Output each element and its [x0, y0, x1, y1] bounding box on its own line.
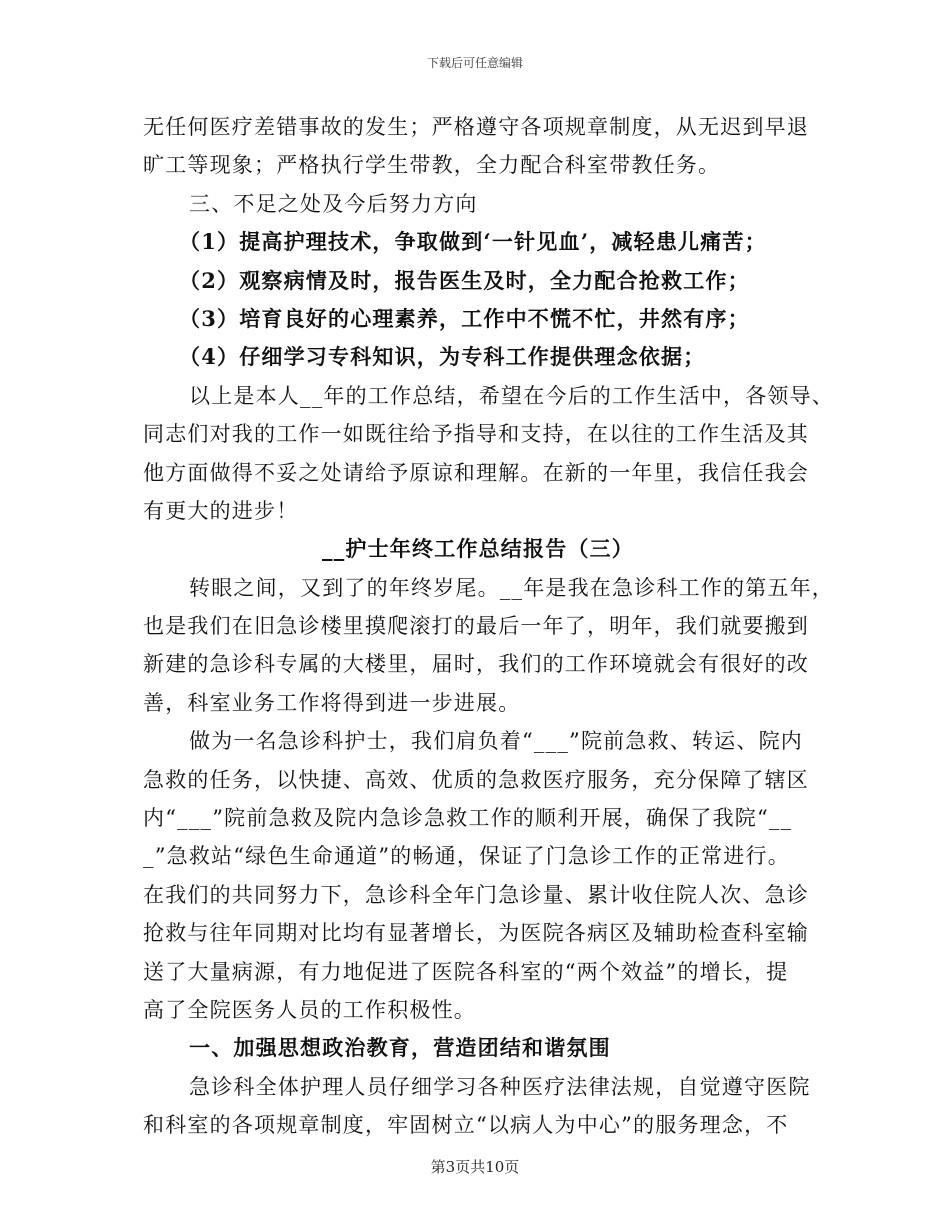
paragraph-line: 同志们对我的工作一如既往给予指导和支持，在以往的工作生活及其 [143, 422, 809, 447]
paragraph-line: 送了大量病源，有力地促进了医院各科室的“两个效益”的增长，提 [143, 959, 789, 984]
paragraph-line: 内“___”院前急救及院内急诊急救工作的顺利开展，确保了我院“__ [143, 806, 793, 831]
paragraph-line: 抢救与往年同期对比均有显著增长，为医院各病区及辅助检查科室输 [143, 921, 809, 946]
bold-paragraph-line: 一、加强思想政治教育，营造团结和谐氛围 [189, 1035, 611, 1061]
paragraph-line: _”急救站“绿色生命通道”的畅通，保证了门急诊工作的正常进行。 [143, 844, 790, 869]
paragraph-line: 和科室的各项规章制度，牢固树立“以病人为中心”的服务理念，不 [143, 1113, 789, 1138]
paragraph-line: 在我们的共同努力下，急诊科全年门急诊量、累计收住院人次、急诊 [143, 882, 809, 907]
paragraph-line: 他方面做得不妥之处请给予原谅和理解。在新的一年里，我信任我会 [143, 460, 809, 485]
document-body [143, 108, 834, 1145]
paragraph-line: 善，科室业务工作将得到进一步进展。 [143, 690, 521, 715]
paragraph-line: 无任何医疗差错事故的发生；严格遵守各项规章制度，从无迟到早退 [143, 115, 809, 139]
paragraph-line: 旷工等现象；严格执行学生带教，全力配合科室带教任务。 [143, 153, 721, 178]
paragraph-line: 高了全院医务人员的工作积极性。 [143, 997, 476, 1022]
page-footer-number: 第3页共10页 [430, 1158, 520, 1176]
paragraph-line: 也是我们在旧急诊楼里摸爬滚打的最后一年了，明年，我们就要搬到 [143, 614, 809, 639]
paragraph-line: 新建的急诊科专属的大楼里，届时，我们的工作环境就会有很好的改 [143, 652, 809, 677]
bold-paragraph-line: （4）仔细学习专科知识，为专科工作提供理念依据； [179, 344, 706, 370]
bold-paragraph-line: （2）观察病情及时，报告医生及时，全力配合抢救工作； [179, 267, 750, 293]
page-header-note: 下载后可任意编辑 [426, 56, 523, 70]
bold-paragraph-line: （1）提高护理技术，争取做到‘一针见血’，减轻患儿痛苦； [179, 229, 767, 255]
paragraph-line: 以上是本人__年的工作总结，希望在今后的工作生活中，各领导、 [189, 383, 834, 408]
paragraph-line: 急诊科全体护理人员仔细学习各种医疗法律法规，自觉遵守医院 [189, 1074, 811, 1099]
paragraph-line: 有更大的进步！ [143, 498, 299, 523]
section-title: __护士年终工作总结报告（三） [322, 536, 634, 562]
paragraph-line: 转眼之间，又到了的年终岁尾。__年是我在急诊科工作的第五年， [189, 575, 834, 600]
paragraph-line: 急救的任务，以快捷、高效、优质的急救医疗服务，充分保障了辖区 [143, 767, 809, 792]
bold-paragraph-line: （3）培育良好的心理素养，工作中不慌不忙，井然有序； [179, 305, 750, 331]
paragraph-line: 做为一名急诊科护士，我们肩负着“___”院前急救、转运、院内 [189, 729, 803, 754]
paragraph-line: 三、不足之处及今后努力方向 [189, 191, 478, 216]
